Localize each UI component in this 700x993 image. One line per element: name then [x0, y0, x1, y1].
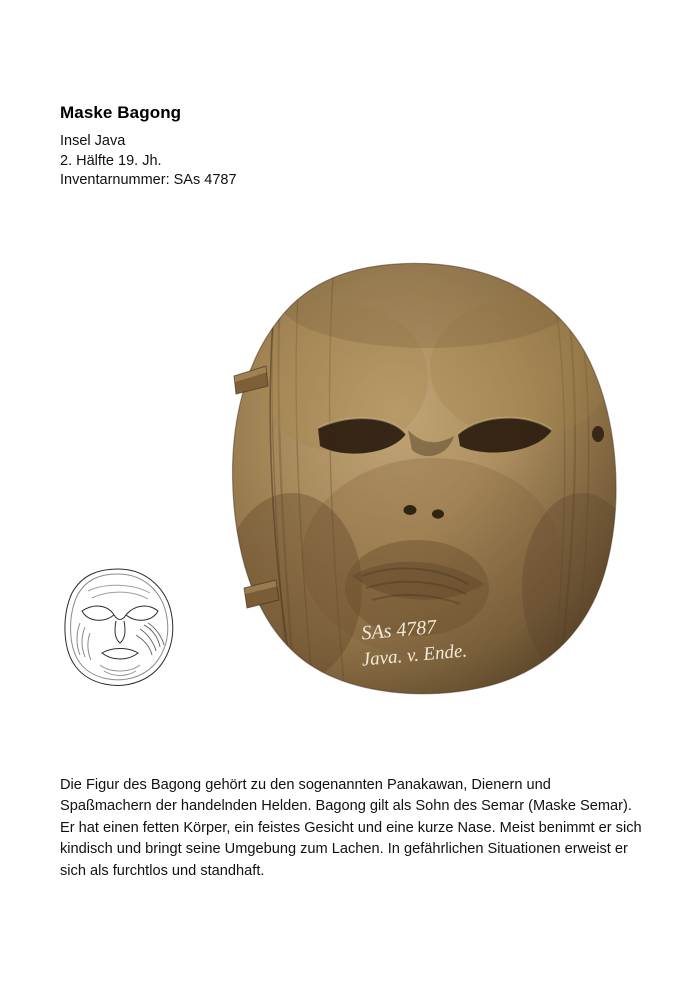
meta-date: 2. Hälfte 19. Jh. [60, 152, 162, 169]
body-paragraph: Die Figur des Bagong gehört zu den sogenannten Panakawan, Dienern und Spaßmachern der handelnden Helden. Bagong gilt als Sohn des Semar (Maske Semar). Er hat einen fetten Körper, ein feistes Gesicht und eine kurze Nase. Meist benimmt er sich kindisch und bringt seine Umgebung zum Lachen. In gefährlichen Situationen erweist er sich als furchtlos und standhaft. [60, 776, 642, 879]
ink-inscription-line2: Java. v. Ende. [360, 640, 468, 671]
sketch-illustration [60, 565, 180, 690]
meta-origin: Insel Java [60, 133, 126, 149]
artifact-photo [222, 258, 632, 708]
header-block [60, 103, 620, 191]
page-title: Maske Bagong [60, 103, 182, 122]
artifact-illustration [222, 258, 632, 708]
ink-inscription-line1: SAs 4787 [360, 616, 438, 645]
meta-inventory-number: Inventarnummer: SAs 4787 [60, 172, 237, 188]
sketch-diagram [60, 565, 180, 690]
